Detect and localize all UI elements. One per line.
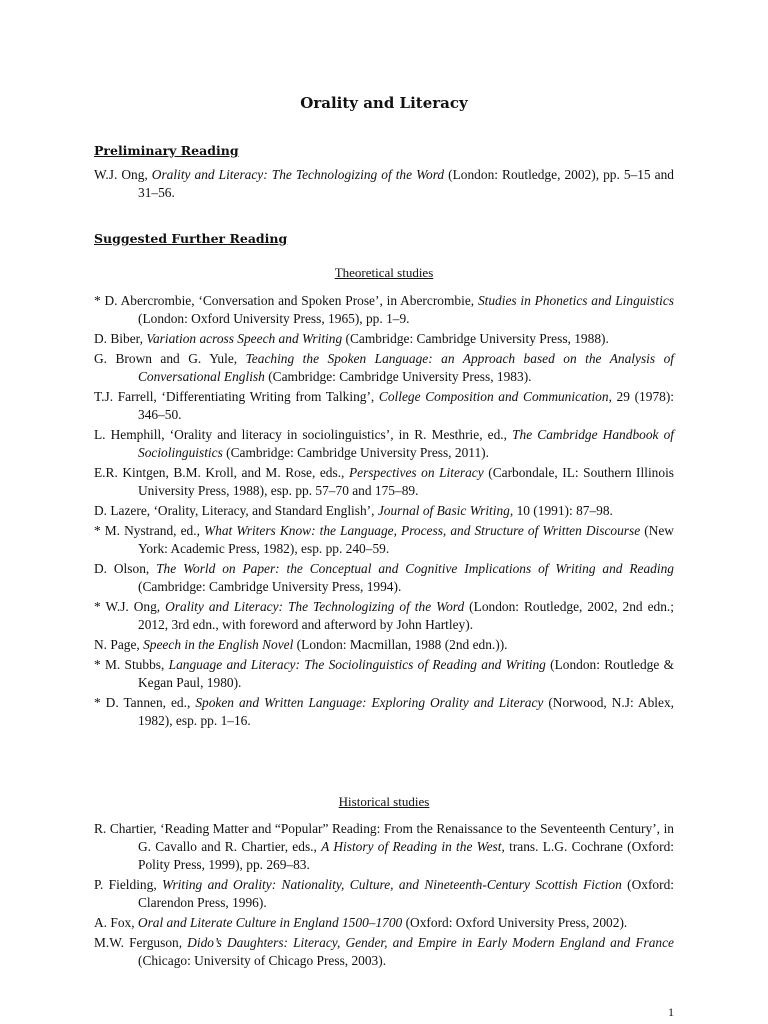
reference-author: D. Lazere, ‘Orality, Literacy, and Standard English’,: [94, 503, 378, 518]
reference-entry: [94, 522, 674, 558]
reference-author: A. Fox,: [94, 915, 138, 930]
reference-author: T.J. Farrell, ‘Differentiating Writing from Talking’,: [94, 389, 379, 404]
reference-entry: [94, 350, 674, 386]
reference-title: The Cambridge Handbook of Sociolinguistics: [138, 427, 674, 460]
reference-title: Writing and Orality: Nationality, Culture, and Nineteenth-Century Scottish Fiction: [162, 877, 622, 892]
reference-details: (London: Oxford University Press, 1965), pp. 1–9.: [138, 311, 410, 326]
reference-entry: [94, 292, 674, 328]
document-title: Orality and Literacy: [300, 94, 468, 112]
reference-entry: [94, 464, 674, 500]
reference-author: N. Page,: [94, 637, 144, 652]
reference-details: (Cambridge: Cambridge University Press, 2011).: [222, 445, 489, 460]
reference-author: * D. Tannen, ed.,: [94, 695, 196, 710]
reference-details: , trans. L.G. Cochrane (Oxford: Polity Press, 1999), pp. 269–83.: [138, 839, 674, 872]
further-reading-heading: Suggested Further Reading: [94, 231, 288, 246]
reference-entry: [94, 636, 674, 654]
reference-details: (Cambridge: Cambridge University Press, 1994).: [138, 579, 402, 594]
reference-details: , 29 (1978): 346–50.: [138, 389, 675, 422]
historical-list: [94, 820, 674, 972]
reference-author: M.W. Ferguson,: [94, 935, 188, 950]
reference-entry: [94, 876, 674, 912]
reference-details: (Carbondale, IL: Southern Illinois University Press, 1988), esp. pp. 57–70 and 175–89.: [138, 465, 675, 498]
reference-details: (Cambridge: Cambridge University Press, 1988).: [342, 331, 609, 346]
reference-entry: [94, 820, 674, 874]
reference-title: Language and Literacy: The Sociolinguistics of Reading and Writing: [168, 657, 546, 672]
reference-title: Orality and Literacy: The Technologizing of the Word: [165, 599, 465, 614]
reference-entry: [94, 934, 674, 970]
reference-author: D. Olson,: [94, 561, 157, 576]
historical-heading: Historical studies: [338, 794, 430, 809]
theoretical-list: [94, 292, 674, 732]
reference-title: Journal of Basic Writing: [377, 503, 510, 518]
reference-title: Speech in the English Novel: [143, 637, 294, 652]
reference-entry: [94, 502, 674, 520]
reference-author: G. Brown and G. Yule,: [94, 351, 246, 366]
reference-author: L. Hemphill, ‘Orality and literacy in sociolinguistics’, in R. Mesthrie, ed.,: [94, 427, 513, 442]
reference-details: (Chicago: University of Chicago Press, 2003).: [138, 953, 387, 968]
reference-details: (Norwood, N.J: Ablex, 1982), esp. pp. 1–16.: [138, 695, 674, 728]
reference-entry: [94, 914, 674, 932]
reference-author: * M. Nystrand, ed.,: [94, 523, 204, 538]
reference-details: (New York: Academic Press, 1982), esp. pp. 240–59.: [138, 523, 674, 556]
reference-title: Perspectives on Literacy: [348, 465, 484, 480]
reference-title: College Composition and Communication: [378, 389, 609, 404]
reference-title: The World on Paper: the Conceptual and Cognitive Implications of Writing and Reading: [156, 561, 674, 576]
page-number: 1: [668, 1005, 674, 1019]
reference-details: (London: Routledge, 2002), pp. 5–15 and 31–56.: [138, 167, 674, 200]
reference-author: * M. Stubbs,: [94, 657, 169, 672]
reference-author: R. Chartier, ‘Reading Matter and “Popular” Reading: From the Renaissance to the Seventeenth Century’, in G. Cavallo and R. Chartier, eds.,: [94, 821, 674, 854]
reference-title: Teaching the Spoken Language: an Approach based on the Analysis of Conversational English: [138, 351, 674, 384]
reference-entry: [94, 656, 674, 692]
reference-entry: [94, 166, 674, 202]
reference-details: (Oxford: Clarendon Press, 1996).: [138, 877, 675, 910]
reference-details: (Oxford: Oxford University Press, 2002).: [402, 915, 628, 930]
reference-details: (London: Routledge, 2002, 2nd edn.; 2012, 3rd edn., with foreword and afterword by John Hartley).: [138, 599, 674, 632]
reference-author: W.J. Ong,: [94, 167, 152, 182]
reference-title: Dido’s Daughters: Literacy, Gender, and Empire in Early Modern England and France: [187, 935, 674, 950]
reference-title: A History of Reading in the West: [321, 839, 502, 854]
reference-entry: [94, 388, 674, 424]
reference-entry: [94, 598, 674, 634]
reference-author: E.R. Kintgen, B.M. Kroll, and M. Rose, eds.,: [94, 465, 349, 480]
reference-details: (London: Macmillan, 1988 (2nd edn.)).: [293, 637, 508, 652]
reference-author: * D. Abercrombie, ‘Conversation and Spoken Prose’, in Abercrombie,: [94, 293, 478, 308]
reference-entry: [94, 426, 674, 462]
reference-author: D. Biber,: [94, 331, 147, 346]
reference-title: Spoken and Written Language: Exploring Orality and Literacy: [195, 695, 544, 710]
reference-title: What Writers Know: the Language, Process, and Structure of Written Discourse: [204, 523, 641, 538]
preliminary-list: [94, 166, 674, 204]
reference-details: (Cambridge: Cambridge University Press, 1983).: [264, 369, 532, 384]
reference-title: Oral and Literate Culture in England 1500–1700: [137, 915, 403, 930]
reference-details: , 10 (1991): 87–98.: [509, 503, 613, 518]
reference-author: P. Fielding,: [94, 877, 163, 892]
theoretical-heading: Theoretical studies: [334, 265, 434, 280]
reference-entry: [94, 694, 674, 730]
reference-entry: [94, 560, 674, 596]
reference-title: Variation across Speech and Writing: [146, 331, 343, 346]
reference-entry: [94, 330, 674, 348]
reference-details: (London: Routledge & Kegan Paul, 1980).: [138, 657, 674, 690]
preliminary-heading: Preliminary Reading: [94, 143, 239, 158]
reference-title: Studies in Phonetics and Linguistics: [477, 293, 674, 308]
reference-title: Orality and Literacy: The Technologizing of the Word: [151, 167, 445, 182]
reference-author: * W.J. Ong,: [94, 599, 166, 614]
